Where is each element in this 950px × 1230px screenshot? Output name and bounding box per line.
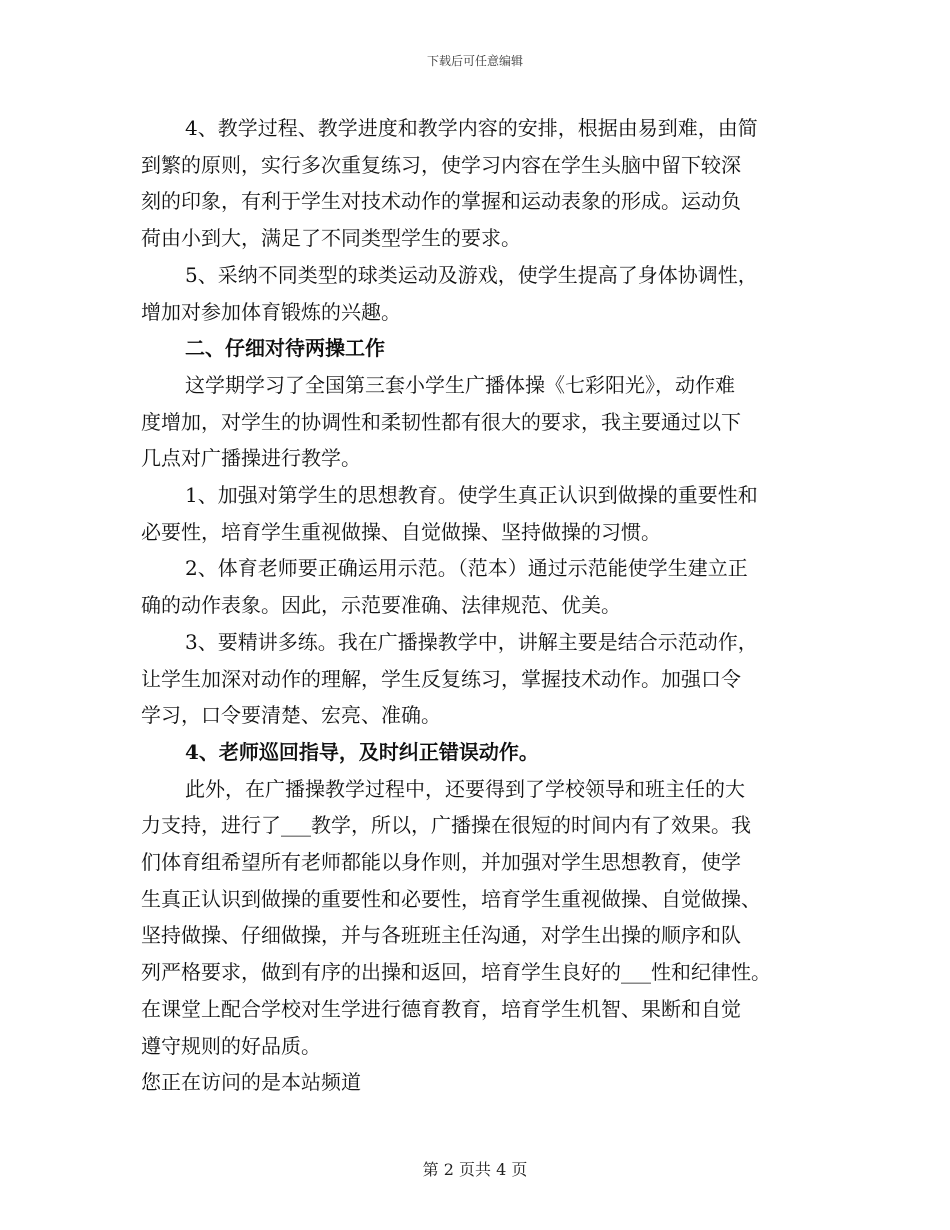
text-line: 列严格要求，做到有序的出操和返回，培育学生良好的___性和纪律性。 (141, 960, 771, 985)
text-line: 此外，在广播操教学过程中，还要得到了学校领导和班主任的大 (185, 776, 745, 801)
text-line: 到繁的原则，实行多次重复练习，使学习内容在学生头脑中留下较深 (141, 152, 741, 177)
text-line: 必要性，培育学生重视做操、自觉做操、坚持做操的习惯。 (141, 519, 661, 544)
paragraph (141, 257, 821, 330)
text-line: 二、仔细对待两操工作 (185, 336, 385, 361)
text-line: 学习，口令要清楚、宏亮、准确。 (141, 703, 441, 728)
paragraph (141, 550, 821, 623)
page-footer: 第 2 页共 4 页 (422, 1160, 528, 1179)
paragraph (141, 624, 821, 734)
text-line: 让学生加深对动作的理解，学生反复练习，掌握技术动作。加强口令 (141, 666, 741, 691)
text-line: 增加对参加体育锻炼的兴趣。 (141, 299, 401, 324)
text-line: 刻的印象，有利于学生对技术动作的掌握和运动表象的形成。运动负 (141, 189, 741, 214)
paragraph (141, 477, 821, 550)
paragraph (141, 110, 821, 257)
section-heading (141, 734, 821, 771)
site-notice: 您正在访问的是本站频道 (141, 1070, 361, 1095)
text-line: 们体育组希望所有老师都能以身作则，并加强对学生思想教育，使学 (141, 850, 741, 875)
text-line: 这学期学习了全国第三套小学生广播体操《七彩阳光》，动作难 (185, 372, 735, 397)
text-line: 4、老师巡回指导，及时纠正错误动作。 (185, 739, 539, 764)
text-line: 2、体育老师要正确运用示范。（范本）通过示范能使学生建立正 (185, 556, 748, 581)
text-line: 5、采纳不同类型的球类运动及游戏，使学生提高了身体协调性， (185, 262, 758, 287)
document-body (141, 110, 821, 1101)
text-line: 1、加强对第学生的思想教育。使学生真正认识到做操的重要性和 (185, 483, 758, 508)
text-line: 荷由小到大，满足了不同类型学生的要求。 (141, 226, 521, 251)
text-line: 生真正认识到做操的重要性和必要性，培育学生重视做操、自觉做操、 (141, 886, 761, 911)
text-line: 遵守规则的好品质。 (141, 1033, 321, 1058)
text-line: 几点对广播操进行教学。 (141, 446, 361, 471)
section-heading (141, 330, 821, 367)
text-line: 度增加，对学生的协调性和柔韧性都有很大的要求，我主要通过以下 (141, 409, 741, 434)
text-line: 3、要精讲多练。我在广播操教学中，讲解主要是结合示范动作， (185, 629, 758, 654)
text-line: 4、教学过程、教学进度和教学内容的安排，根据由易到难，由简 (185, 116, 758, 140)
paragraph (141, 367, 821, 477)
text-line: 在课堂上配合学校对生学进行德育教育，培育学生机智、果断和自觉 (141, 996, 741, 1021)
text-line: 坚持做操、仔细做操，并与各班班主任沟通，对学生出操的顺序和队 (141, 923, 741, 948)
page-header: 下载后可任意编辑 (426, 54, 523, 68)
text-line: 确的动作表象。因此，示范要准确、法律规范、优美。 (141, 593, 621, 618)
paragraph (141, 771, 821, 1065)
text-line: 力支持，进行了___教学，所以，广播操在很短的时间内有了效果。我 (141, 813, 751, 838)
